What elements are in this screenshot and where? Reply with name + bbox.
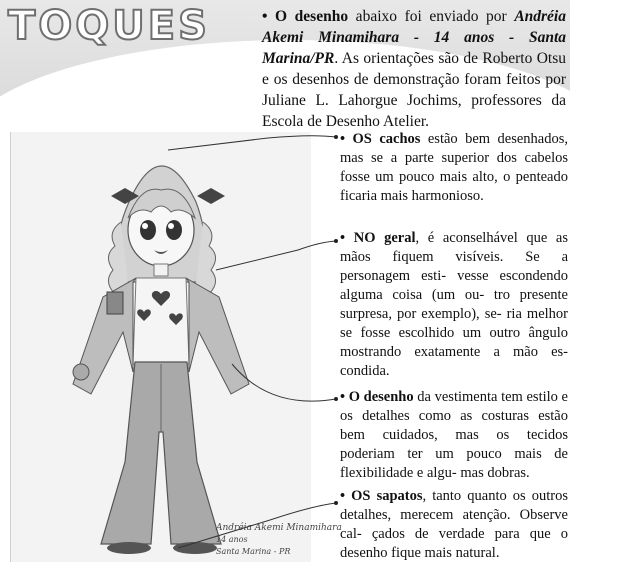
gift — [107, 292, 123, 314]
note-bullet: • — [340, 389, 346, 405]
note-bullet: • — [340, 230, 346, 246]
intro-text-2: . As orientações são de Roberto Otsu e os desenhos de demonstração foram feitos por Juliane L. Lahorgue Jochims, professores da Escola de Desenho Atelier. — [262, 50, 566, 130]
reader-drawing — [10, 132, 342, 562]
callout-dot-4 — [334, 501, 338, 505]
section-title: TOQUES — [8, 3, 210, 49]
note-lead: NO geral — [353, 230, 416, 246]
note-bullet: • — [340, 131, 346, 147]
signature-line-2: 14 anos — [216, 535, 248, 544]
intro-text-1: abaixo foi enviado por — [348, 8, 515, 25]
note-lead: O desenho — [348, 389, 414, 405]
right-shoe — [173, 542, 217, 554]
signature-line-3: Santa Marina - PR — [216, 547, 291, 556]
intro-lead: O desenho — [275, 8, 349, 25]
note-bullet: • — [340, 488, 346, 504]
note-lead: OS sapatos — [351, 488, 423, 504]
note-lead: OS cachos — [352, 131, 421, 147]
jacket-right — [186, 278, 249, 394]
signature-line-1: Andréia Akemi Minamihara — [216, 523, 342, 533]
note-text: , é aconselhável que as mãos fiquem visíveis. Se a personagem esti- vesse escondendo alguma coisa (um ou- tro presente surpresa, por exemplo), se- ria melhor se fosse escolhido um outro ângulo mostrando exatamente a mão es- condida. — [340, 230, 569, 379]
left-eye-shine — [142, 223, 148, 229]
left-shoe — [107, 542, 151, 554]
note-text: estão bem desenhados, mas se a parte superior dos cabelos fosse um pouco mais alto, o penteado ficaria mais harmonioso. — [340, 131, 568, 204]
intro-bullet: • — [262, 8, 268, 25]
right-eye-shine — [168, 223, 174, 229]
intro-paragraph — [262, 6, 566, 132]
neck — [154, 264, 168, 276]
note-maos — [340, 229, 568, 381]
note-text: , tanto quanto os outros detalhes, merecem atenção. Observe cal- çados de verdade para que o desenho fique mais natural. — [340, 488, 568, 561]
note-sapatos — [340, 487, 568, 563]
right-eye — [166, 220, 182, 240]
callout-dot-3 — [334, 397, 338, 401]
note-text: da vestimenta tem estilo e os detalhes como as costuras estão bem cuidados, mas os tecidos poderiam ter um pouco mais de flexibilidade e algu- mas dobras. — [340, 389, 568, 481]
left-hand-object — [73, 364, 89, 380]
note-vestimenta — [340, 388, 568, 483]
right-bow — [197, 188, 225, 204]
manga-girl-sketch — [11, 132, 342, 562]
callout-dot-2 — [334, 239, 338, 243]
note-cachos — [340, 130, 568, 206]
shirt — [133, 278, 189, 364]
left-eye — [140, 220, 156, 240]
intro-author: Andréia Akemi Minamihara - 14 anos - Santa Marina/PR — [262, 8, 566, 67]
